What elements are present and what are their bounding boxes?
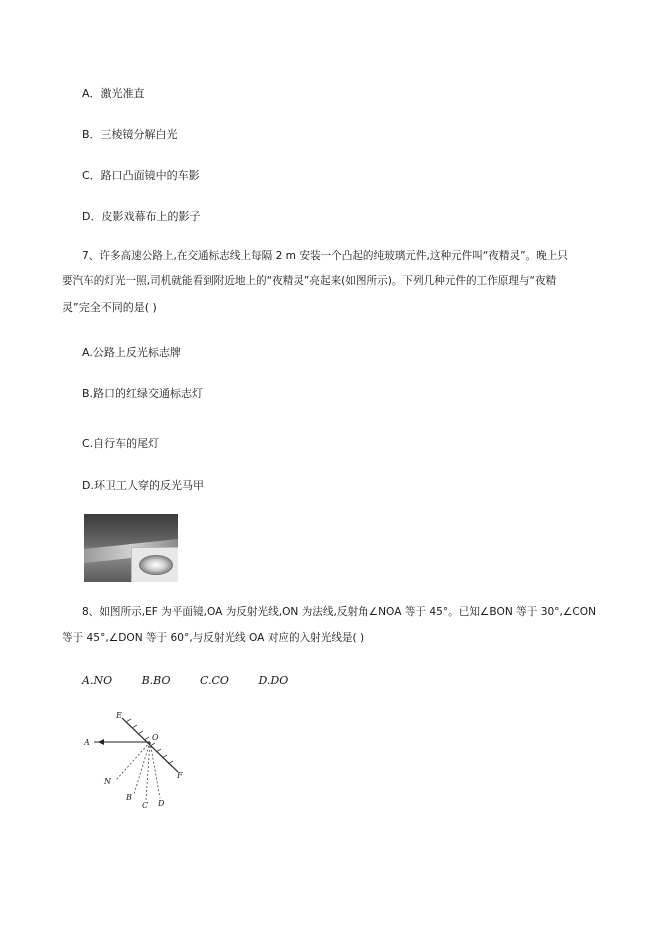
q8-stem-line2: 等于 45°,∠DON 等于 60°,与反射光线 OA 对应的入射光线是( ) [62, 632, 365, 644]
q8-option-d: D.DO [258, 674, 289, 687]
q6-option-d: D．皮影戏幕布上的影子 [82, 210, 201, 223]
label-n: N [104, 777, 111, 786]
label-c: C [142, 801, 149, 810]
label-b: B [126, 793, 132, 802]
q7-stem-line1: 7、许多高速公路上,在交通标志线上每隔 2 m 安装一个凸起的纯玻璃元件,这种元件叫“夜精灵”。晚上只 [82, 250, 568, 262]
q7-option-c: C.自行车的尾灯 [82, 437, 160, 450]
q7-stem-line2: 要汽车的灯光一照,司机就能看到附近地上的“夜精灵”亮起来(如图所示)。下列几种元件的工作原理与“夜精 [62, 275, 557, 287]
q8-option-c: C.CO [199, 674, 229, 687]
q8-option-a: A.NO [82, 674, 113, 687]
normal-on [116, 742, 150, 780]
q8-option-b: B.BO [141, 674, 171, 687]
q7-option-b: B.路口的红绿交通标志灯 [82, 387, 204, 400]
arrow-head [98, 739, 104, 745]
label-e: E [116, 711, 122, 720]
label-d: D [158, 799, 165, 808]
q8-options [82, 674, 314, 687]
glass-reflector [139, 555, 173, 575]
reflector-inset [131, 547, 178, 582]
ray-bo [134, 742, 150, 794]
cats-eye-road-photo [84, 514, 178, 582]
q7-stem-line3: 灵”完全不同的是( ) [62, 301, 157, 314]
q6-option-a: A．激光准直 [82, 87, 145, 100]
ray-co [146, 742, 150, 800]
q6-option-c: C．路口凸面镜中的车影 [82, 169, 200, 182]
q7-option-a: A.公路上反光标志牌 [82, 346, 181, 359]
q8-stem-line1: 8、如图所示,EF 为平面镜,OA 为反射光线,ON 为法线,反射角∠NOA 等于 45°。已知∠BON 等于 30°,∠CON [82, 606, 597, 618]
label-f: F [177, 771, 183, 780]
reflection-diagram [82, 708, 192, 812]
label-o: O [152, 733, 159, 742]
q6-option-b: B．三棱镜分解白光 [82, 128, 178, 141]
label-a: A [84, 738, 90, 747]
q7-option-d: D.环卫工人穿的反光马甲 [82, 479, 204, 492]
